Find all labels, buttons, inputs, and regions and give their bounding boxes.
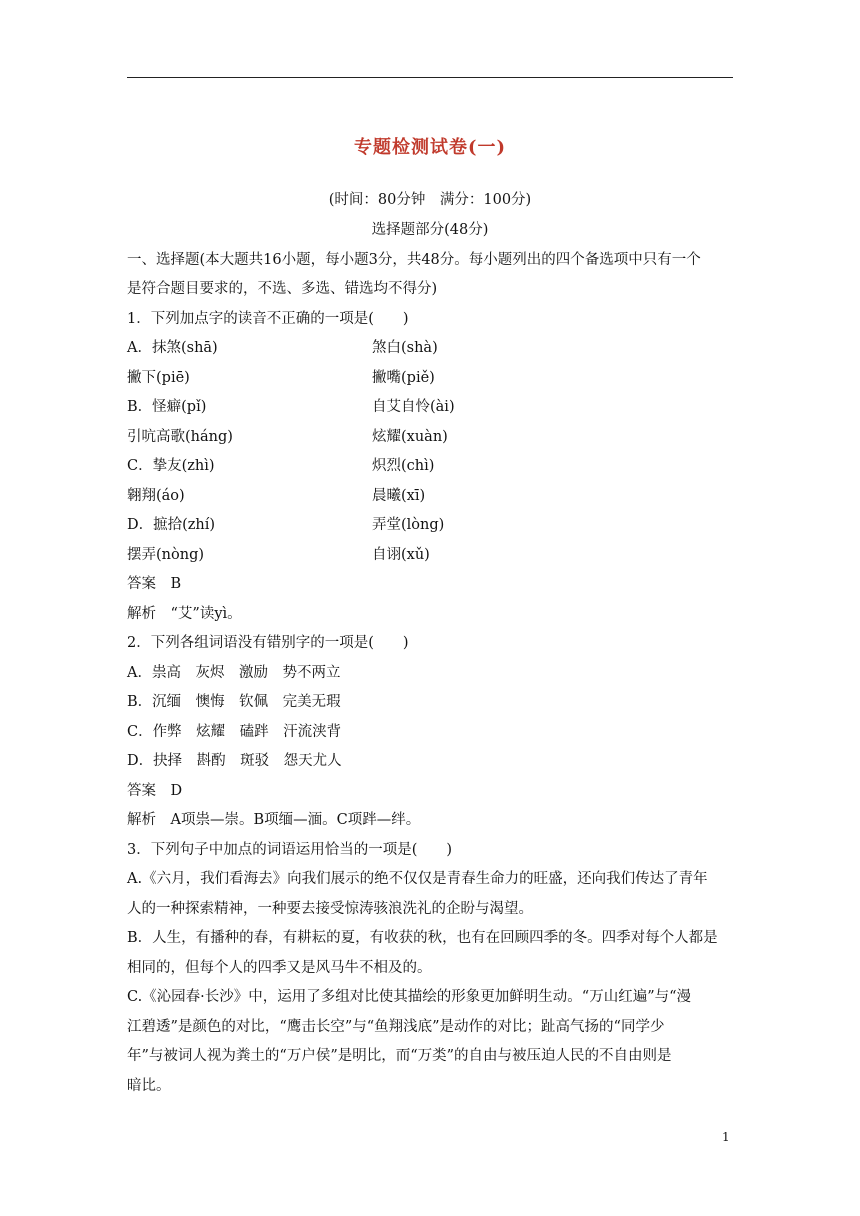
q1-option: 炽烈(chì) (372, 458, 435, 474)
q3-text-line: C.《沁园春·长沙》中，运用了多组对比使其描绘的形象更加鲜明生动。“万山红遍”与“漫 (127, 989, 692, 1005)
q3-text-line: A.《六月，我们看海去》向我们展示的绝不仅仅是青春生命力的旺盛，还向我们传达了青年 (127, 871, 708, 887)
q2-option-b: B．沉缅 懊悔 钦佩 完美无瑕 (127, 694, 341, 710)
q1-option: 撇嘴(piě) (372, 370, 435, 386)
exam-meta: (时间：80分钟 满分：100分) (328, 192, 532, 208)
q1-option: D．摭拾(zhí) (127, 517, 216, 533)
q1-answer: 答案 B (127, 576, 182, 592)
q3-text-line: 年”与被词人视为粪土的“万户侯”是明比，而“万类”的自由与被压迫人民的不自由则是 (127, 1048, 672, 1064)
q3-text-line: 暗比。 (127, 1078, 171, 1094)
q1-option: 煞白(shà) (372, 340, 438, 356)
instructions-line-1: 一、选择题(本大题共16小题，每小题3分，共48分。每小题列出的四个备选项中只有一个 (127, 252, 701, 268)
header-rule (127, 77, 733, 78)
section-heading: 选择题部分(48分) (371, 222, 489, 238)
q1-option: 引吭高歌(háng) (127, 429, 233, 445)
question-2-stem: 2．下列各组词语没有错别字的一项是( ) (127, 635, 409, 651)
instructions-line-2: 是符合题目要求的，不选、多选、错选均不得分) (127, 281, 438, 297)
q2-option-d: D．抉择 斟酌 斑驳 怨天尤人 (127, 753, 342, 769)
q2-analysis: 解析 A项祟—崇。B项缅—湎。C项跘—绊。 (127, 812, 421, 828)
q1-option: B．怪癖(pǐ) (127, 399, 207, 415)
page-number: 1 (722, 1130, 730, 1144)
q1-analysis: 解析 “艾”读yì。 (127, 606, 242, 622)
question-1-stem: 1．下列加点字的读音不正确的一项是( ) (127, 311, 409, 327)
page-title: 专题检测试卷(一) (353, 137, 507, 158)
q1-option: 自艾自怜(ài) (372, 399, 455, 415)
q2-option-a: A．祟高 灰烬 激励 势不两立 (127, 665, 341, 681)
q1-option: 晨曦(xī) (372, 488, 426, 504)
q2-answer: 答案 D (127, 783, 183, 799)
q3-text-line: 江碧透”是颜色的对比，“鹰击长空”与“鱼翔浅底”是动作的对比；趾高气扬的“同学少 (127, 1019, 665, 1035)
q3-text-line: 人的一种探索精神，一种要去接受惊涛骇浪洗礼的企盼与渴望。 (127, 901, 533, 917)
q1-option: 翱翔(áo) (127, 488, 185, 504)
q3-text-line: B．人生，有播种的春，有耕耘的夏，有收获的秋，也有在回顾四季的冬。四季对每个人都是 (127, 930, 718, 946)
q1-option: C．挚友(zhì) (127, 458, 215, 474)
q2-option-c: C．作弊 炫耀 磕跘 汗流浃背 (127, 724, 342, 740)
q1-option: 自诩(xǔ) (372, 547, 430, 563)
q3-text-line: 相同的，但每个人的四季又是风马牛不相及的。 (127, 960, 432, 976)
q1-option: A．抹煞(shā) (127, 340, 218, 356)
q1-option: 炫耀(xuàn) (372, 429, 448, 445)
q1-option: 摆弄(nòng) (127, 547, 205, 563)
q1-option: 撇下(piē) (127, 370, 190, 386)
question-3-stem: 3．下列句子中加点的词语运用恰当的一项是( ) (127, 842, 453, 858)
q1-option: 弄堂(lòng) (372, 517, 445, 533)
